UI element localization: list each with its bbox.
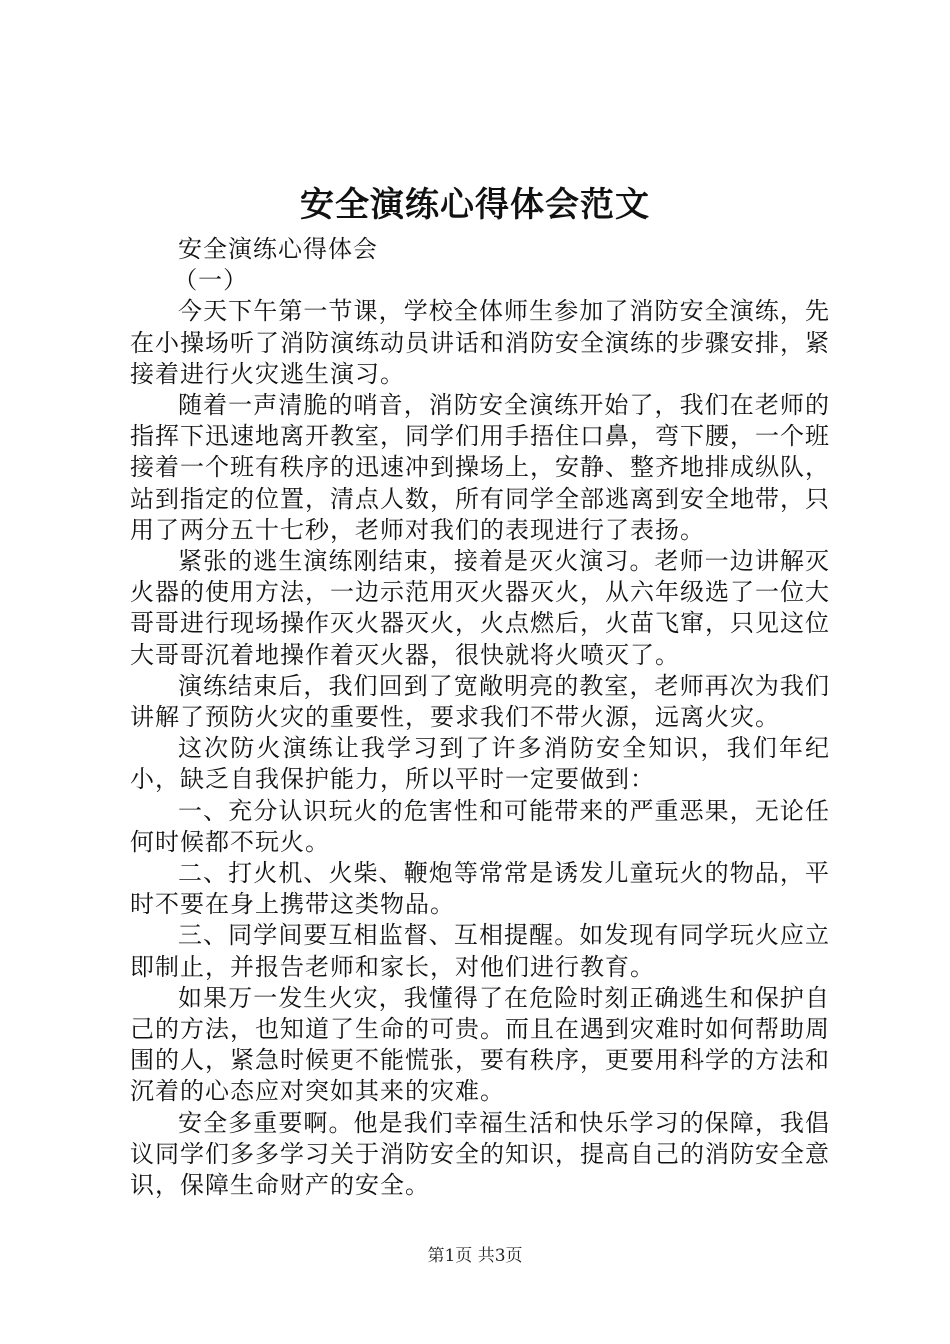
paragraph: 今天下午第一节课，学校全体师生参加了消防安全演练，先在小操场听了消防演练动员讲话和消防安全演练的步骤安排，紧接着进行火灾逃生演习。 [130,297,830,388]
paragraph: 随着一声清脆的哨音，消防安全演练开始了，我们在老师的指挥下迅速地离开教室，同学们用手捂住口鼻，弯下腰，一个班接着一个班有秩序的迅速冲到操场上，安静、整齐地排成纵队，站到指定的位置，清点人数，所有同学全部逃离到安全地带，只用了两分五十七秒，老师对我们的表现进行了表扬。 [130,391,830,544]
document-subtitle: 安全演练心得体会 [178,235,378,263]
paragraph: 安全多重要啊。他是我们幸福生活和快乐学习的保障，我倡议同学们多多学习关于消防安全的知识，提高自己的消防安全意识，保障生命财产的安全。 [130,1108,830,1200]
document-body [130,234,830,1201]
part-marker: （一） [173,266,249,295]
paragraph: 如果万一发生火灾，我懂得了在危险时刻正确逃生和保护自己的方法，也知道了生命的可贵。而且在遇到灾难时如何帮助周围的人，紧急时候更不能慌张，要有秩序，更要用科学的方法和沉着的心态应对突如其来的灾难。 [130,983,830,1106]
paragraph: 紧张的逃生演练刚结束，接着是灭火演习。老师一边讲解灭火器的使用方法，一边示范用灭火器灭火，从六年级选了一位大哥哥进行现场操作灭火器灭火，火点燃后，火苗飞窜，只见这位大哥哥沉着地操作着灭火器，很快就将火喷灭了。 [130,547,830,669]
page-number-footer: 第1页 共3页 [427,1246,523,1266]
paragraph: 这次防火演练让我学习到了许多消防安全知识，我们年纪小，缺乏自我保护能力，所以平时一定要做到： [130,734,830,794]
document-title: 安全演练心得体会范文 [300,185,650,225]
list-item: 三、同学间要互相监督、互相提醒。如发现有同学玩火应立即制止，并报告老师和家长，对他们进行教育。 [130,921,830,981]
list-item: 一、充分认识玩火的危害性和可能带来的严重恶果，无论任何时候都不玩火。 [130,796,830,856]
list-item: 二、打火机、火柴、鞭炮等常常是诱发儿童玩火的物品，平时不要在身上携带这类物品。 [130,859,830,919]
paragraph: 演练结束后，我们回到了宽敞明亮的教室，老师再次为我们讲解了预防火灾的重要性，要求我们不带火源，远离火灾。 [130,671,830,732]
